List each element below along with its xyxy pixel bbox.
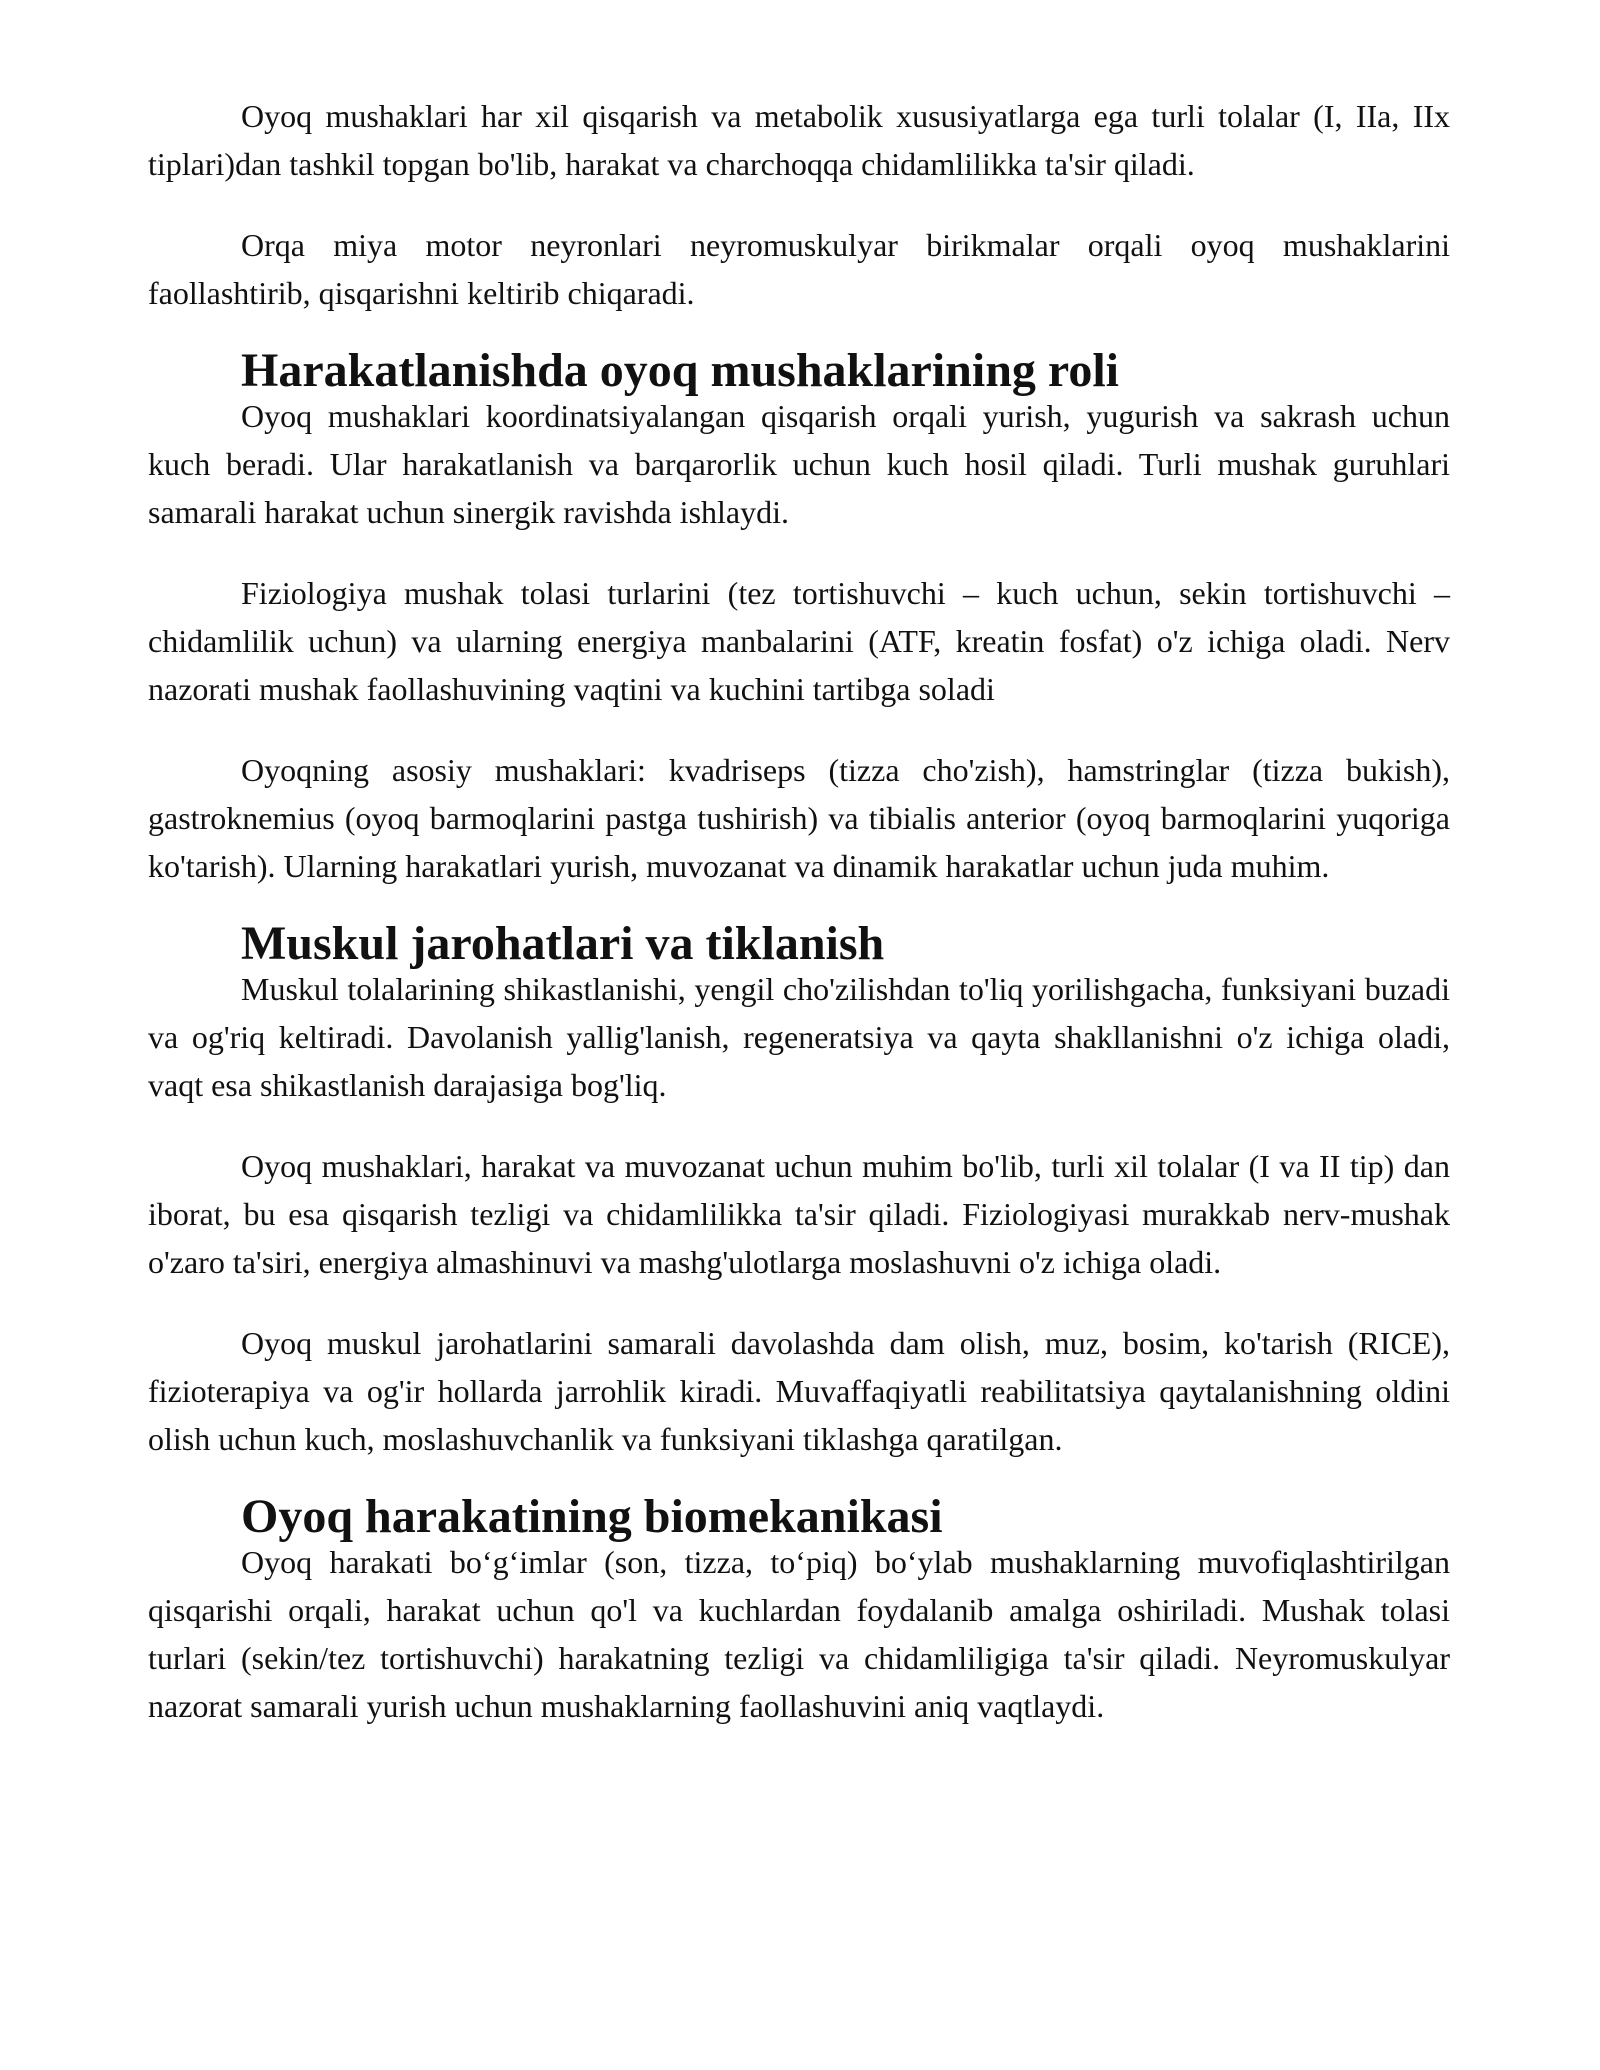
- intro-paragraph-2: Orqa miya motor neyronlari neyromuskulyar birikmalar orqali oyoq mushaklarini faollashtirib, qisqarishni keltirib chiqaradi.: [148, 227, 1450, 311]
- section-paragraph: Oyoq muskul jarohatlarini samarali davolashda dam olish, muz, bosim, ko'tarish (RICE), fizioterapiya va og'ir hollarda jarrohlik kiradi. Muvaffaqiyatli reabilitatsiya qaytalanishning oldini olish uchun kuch, moslashuvchanlik va funksiyani tiklashga qaratilgan.: [148, 1325, 1450, 1457]
- section-heading: Muskul jarohatlari va tiklanish: [241, 917, 885, 970]
- section-paragraph: Oyoq harakati bo‘g‘imlar (son, tizza, to‘piq) bo‘ylab mushaklarning muvofiqlashtirilgan qisqarishi orqali, harakat uchun qo'l va kuchlardan foydalanib amalga oshiriladi. Mushak tolasi turlari (sekin/tez tortishuvchi) harakatning tezligi va chidamliligiga ta'sir qiladi. Neyromuskulyar nazorat samarali yurish uchun mushaklarning faollashuvini aniq vaqtlaydi.: [148, 1544, 1450, 1724]
- section-locomotion-role: [148, 344, 1450, 890]
- section-paragraph: Fiziologiya mushak tolasi turlarini (tez tortishuvchi – kuch uchun, sekin tortishuvchi – chidamlilik uchun) va ularning energiya manbalarini (ATF, kreatin fosfat) o'z ichiga oladi. Nerv nazorati mushak faollashuvining vaqtini va kuchini tartibga soladi: [148, 575, 1450, 707]
- document-page: [148, 92, 1450, 1763]
- intro-paragraph-1: Oyoq mushaklari har xil qisqarish va metabolik xususiyatlarga ega turli tolalar (I, IIa, IIx tiplari)dan tashkil topgan bo'lib, harakat va charchoqqa chidamlilikka ta'sir qiladi.: [148, 98, 1450, 182]
- section-biomechanics: [148, 1490, 1450, 1730]
- section-paragraph: Oyoqning asosiy mushaklari: kvadriseps (tizza cho'zish), hamstringlar (tizza bukish), gastroknemius (oyoq barmoqlarini pastga tushirish) va tibialis anterior (oyoq barmoqlarini yuqoriga ko'tarish). Ularning harakatlari yurish, muvozanat va dinamik harakatlar uchun juda muhim.: [148, 752, 1450, 884]
- section-paragraph: Muskul tolalarining shikastlanishi, yengil cho'zilishdan to'liq yorilishgacha, funksiyani buzadi va og'riq keltiradi. Davolanish yallig'lanish, regeneratsiya va qayta shakllanishni o'z ichiga oladi, vaqt esa shikastlanish darajasiga bog'liq.: [148, 971, 1450, 1103]
- section-heading: Oyoq harakatining biomekanikasi: [241, 1490, 943, 1543]
- section-paragraph: Oyoq mushaklari, harakat va muvozanat uchun muhim bo'lib, turli xil tolalar (I va II tip) dan iborat, bu esa qisqarish tezligi va chidamlilikka ta'sir qiladi. Fiziologiyasi murakkab nerv-mushak o'zaro ta'siri, energiya almashinuvi va mashg'ulotlarga moslashuvni o'z ichiga oladi.: [148, 1148, 1450, 1280]
- section-heading: Harakatlanishda oyoq mushaklarining roli: [241, 344, 1120, 397]
- section-injuries-recovery: [148, 917, 1450, 1463]
- section-paragraph: Oyoq mushaklari koordinatsiyalangan qisqarish orqali yurish, yugurish va sakrash uchun kuch beradi. Ular harakatlanish va barqarorlik uchun kuch hosil qiladi. Turli mushak guruhlari samarali harakat uchun sinergik ravishda ishlaydi.: [148, 398, 1450, 530]
